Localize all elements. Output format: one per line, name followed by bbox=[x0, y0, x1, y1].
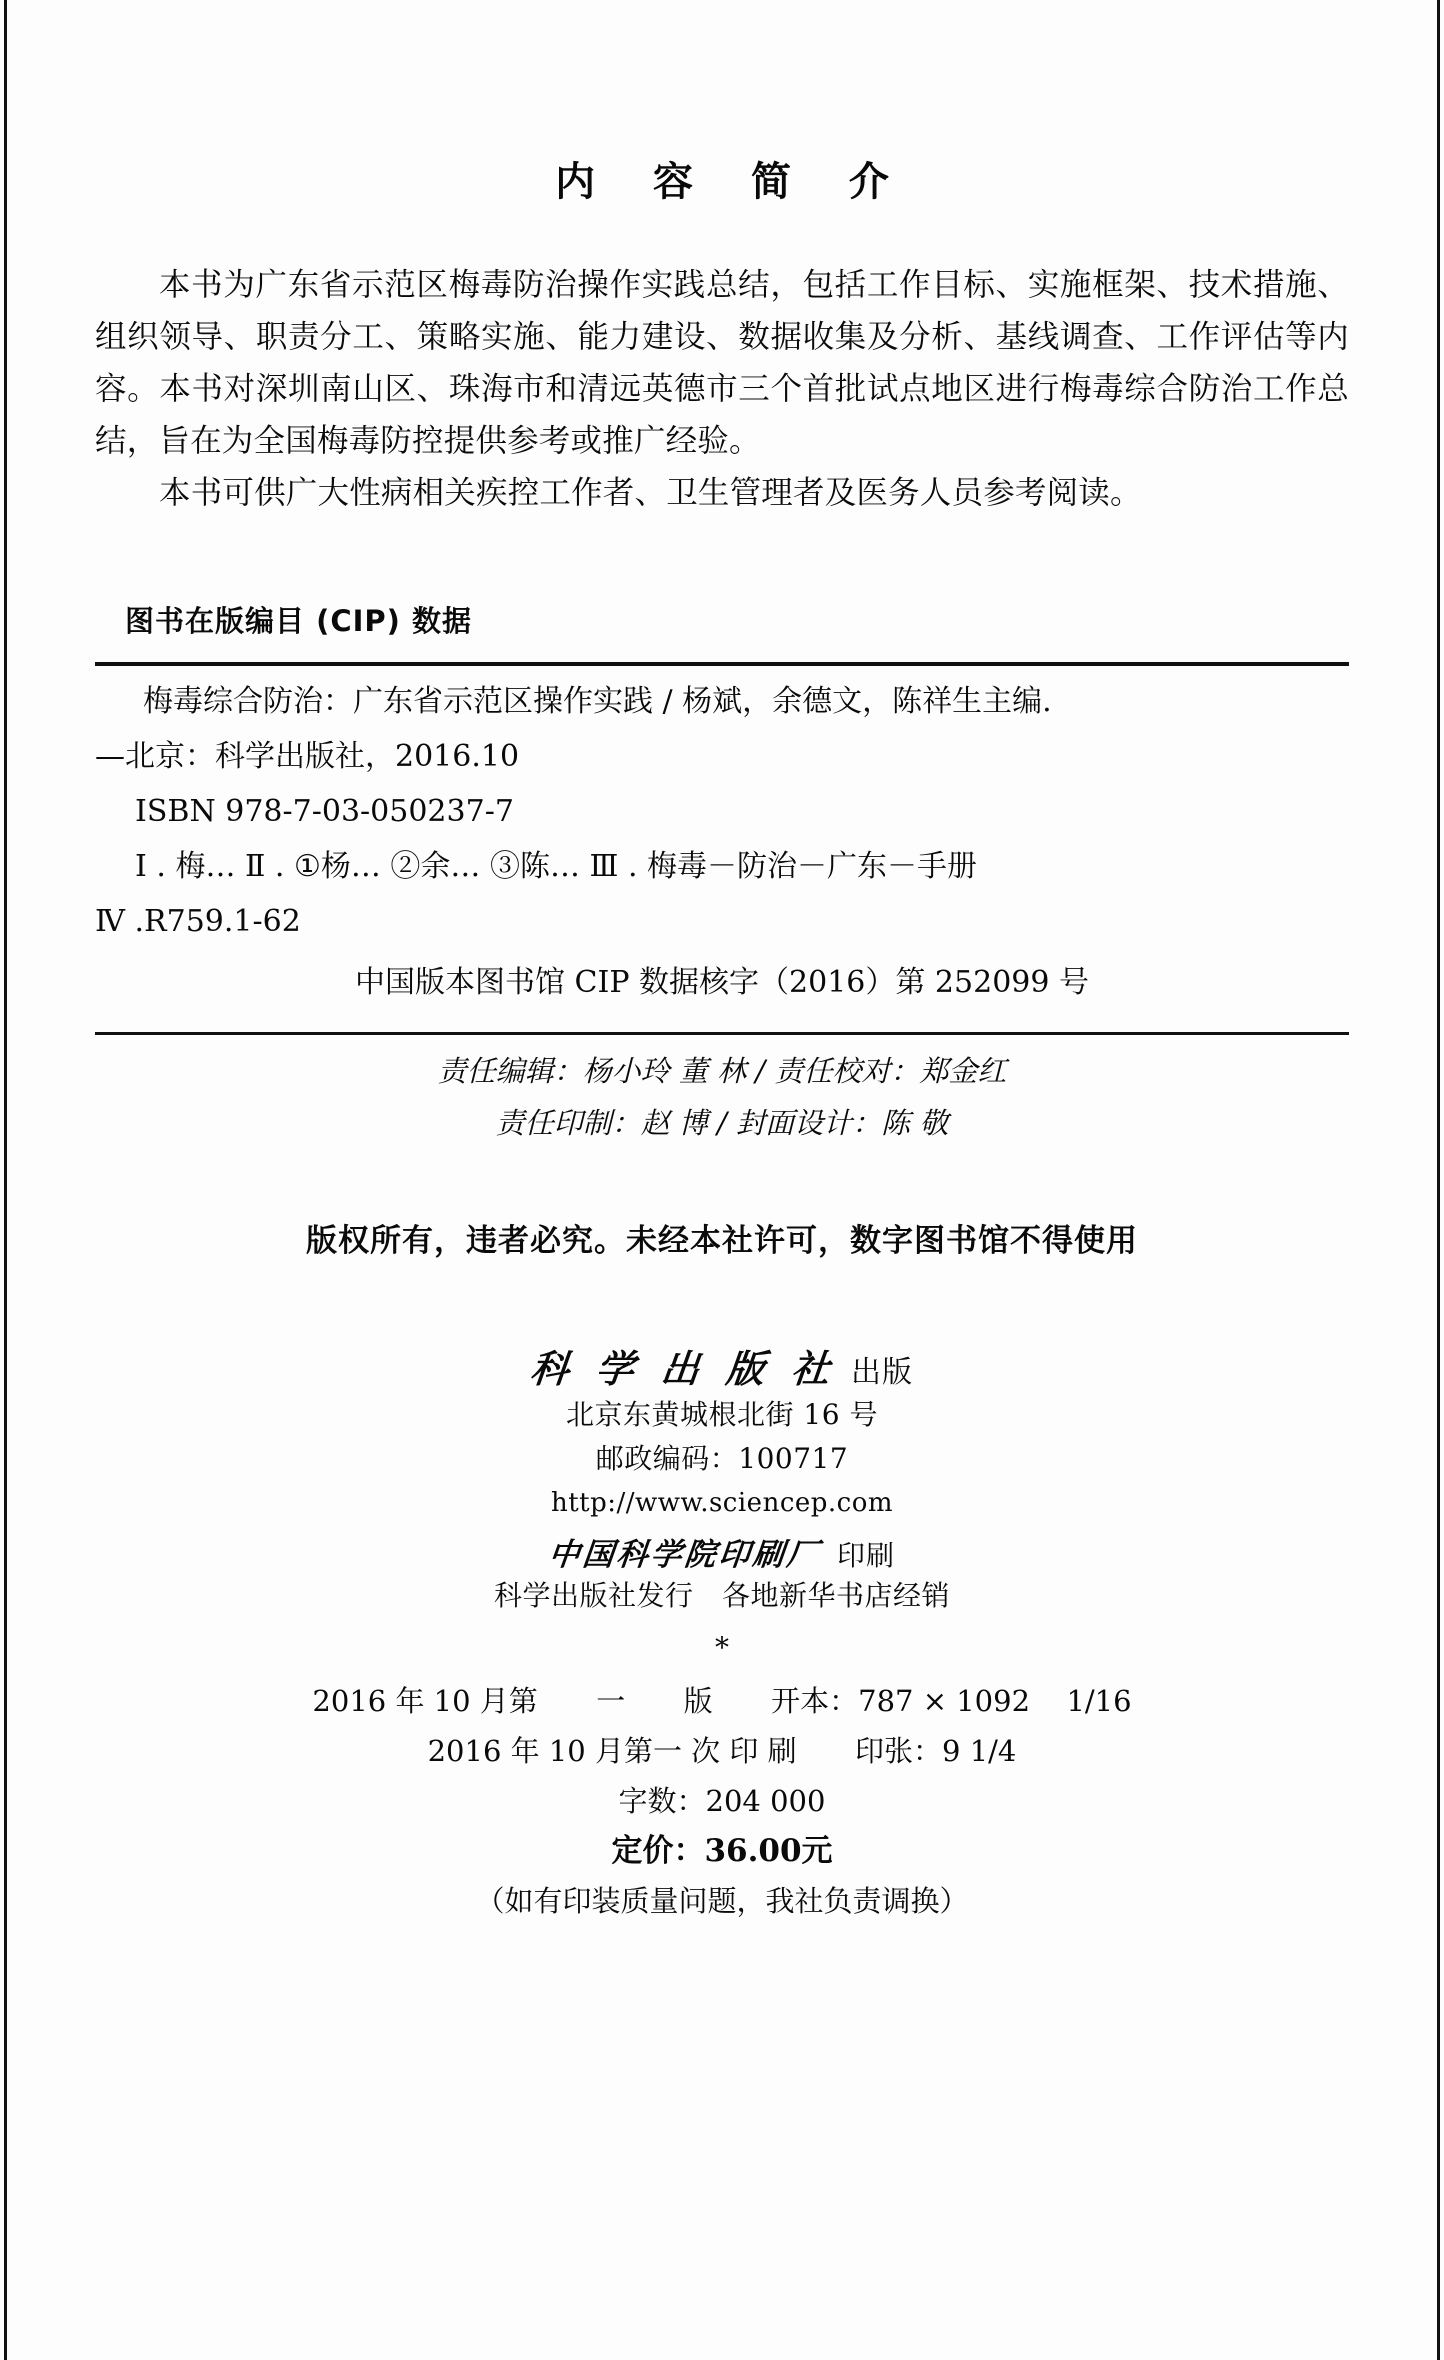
section-separator-asterisk: * bbox=[715, 1631, 729, 1664]
price-row bbox=[95, 1826, 1349, 1876]
publisher-postcode: 邮政编码：100717 bbox=[595, 1442, 849, 1475]
price-label: 定价： bbox=[611, 1833, 705, 1869]
publisher-address: 北京东黄城根北街 16 号 bbox=[566, 1398, 878, 1431]
abstract-section bbox=[95, 259, 1349, 519]
printing-row bbox=[95, 1726, 1349, 1776]
credit-production-line: 责任印制：赵 博 / 封面设计：陈 敬 bbox=[495, 1106, 949, 1140]
wordcount: 字数：204 000 bbox=[618, 1784, 826, 1818]
cip-classification: Ⅳ .R759.1-62 bbox=[95, 904, 301, 939]
cip-record bbox=[95, 666, 1349, 1010]
publisher-website[interactable]: http://www.sciencep.com bbox=[550, 1488, 894, 1518]
cip-isbn: ISBN 978-7-03-050237-7 bbox=[135, 794, 514, 829]
format-label: 开本：787 × 1092 bbox=[771, 1684, 1031, 1718]
edition-date: 2016 年 10 月第 bbox=[312, 1684, 538, 1718]
price-unit: 元 bbox=[801, 1833, 833, 1869]
distribution-line: 科学出版社发行 各地新华书店经销 bbox=[493, 1579, 950, 1612]
publisher-logo-row bbox=[95, 1338, 1349, 1393]
page-border-left bbox=[4, 0, 7, 2360]
cip-heading: 图书在版编目 (CIP) 数据 bbox=[125, 604, 473, 638]
imprint-stats-section bbox=[95, 1676, 1349, 1926]
page-border-right bbox=[1437, 0, 1440, 2360]
edition-number: 一 bbox=[596, 1684, 626, 1718]
price-value: 36.00 bbox=[704, 1833, 802, 1869]
sheets-label: 印张：9 1/4 bbox=[855, 1734, 1017, 1768]
copyright-warning: 版权所有，违者必究。未经本社许可，数字图书馆不得使用 bbox=[306, 1223, 1138, 1259]
printer-verb: 印刷 bbox=[836, 1539, 895, 1572]
edition-word: 版 bbox=[683, 1684, 713, 1718]
credits-section bbox=[95, 1035, 1349, 1149]
page-content bbox=[95, 0, 1349, 1926]
abstract-paragraph-2: 本书可供广大性病相关疾控工作者、卫生管理者及医务人员参考阅读。 bbox=[159, 475, 1142, 511]
exchange-note: （如有印装质量问题，我社负责调换） bbox=[475, 1884, 969, 1918]
page-title: 内 容 简 介 bbox=[555, 159, 911, 205]
printer-row bbox=[95, 1529, 1349, 1574]
publisher-logo: 科 学 出 版 社 bbox=[528, 1346, 840, 1391]
printing-date: 2016 年 10 月第一 次 印 刷 bbox=[427, 1734, 797, 1768]
cip-cataloging-number: 中国版本图书馆 CIP 数据核字（2016）第 252099 号 bbox=[354, 965, 1089, 1000]
abstract-paragraph-1: 本书为广东省示范区梅毒防治操作实践总结，包括工作目标、实施框架、技术措施、组织领导、职责分工、策略实施、能力建设、数据收集及分析、基线调查、工作评估等内容。本书对深圳南山区、珠海市和清远英德市三个首批试点地区进行梅毒综合防治工作总结，旨在为全国梅毒防控提供参考或推广经验。 bbox=[95, 267, 1349, 459]
edition-row bbox=[95, 1676, 1349, 1726]
cip-imprint: —北京：科学出版社，2016.10 bbox=[95, 739, 520, 774]
cip-title-statement: 梅毒综合防治：广东省示范区操作实践 / 杨斌，余德文，陈祥生主编. bbox=[143, 684, 1052, 719]
publisher-verb: 出版 bbox=[850, 1355, 913, 1390]
publisher-section bbox=[95, 1338, 1349, 1668]
wordcount-row bbox=[95, 1776, 1349, 1826]
credit-editor-line: 责任编辑：杨小玲 董 林 / 责任校对：郑金红 bbox=[437, 1054, 1007, 1088]
printer-name: 中国科学院印刷厂 bbox=[546, 1537, 823, 1573]
cip-subject-headings: Ⅰ . 梅… Ⅱ . ①杨… ②余… ③陈… Ⅲ . 梅毒－防治－广东－手册 bbox=[135, 849, 978, 884]
format-fraction: 1/16 bbox=[1066, 1684, 1132, 1718]
